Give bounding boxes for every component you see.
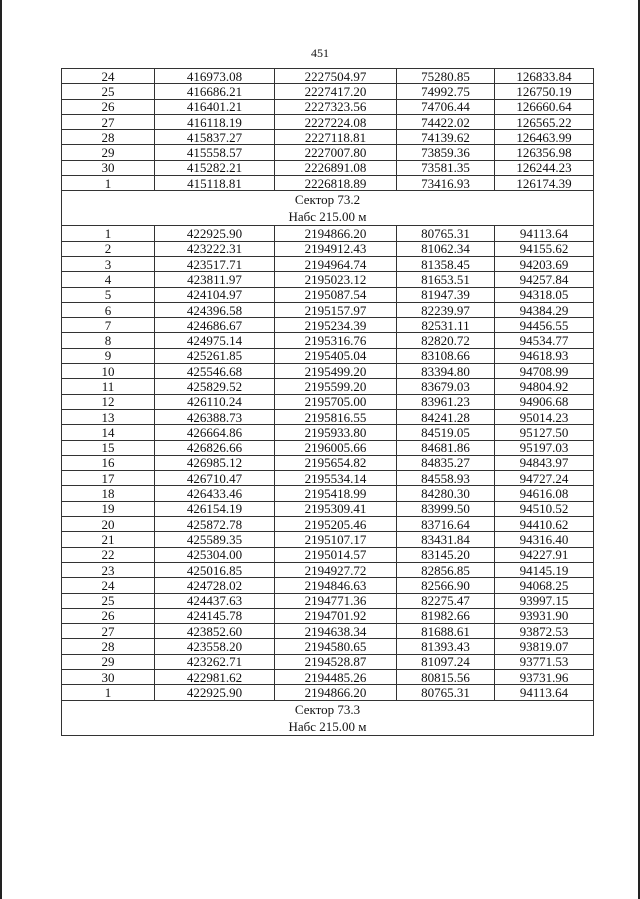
y-local-cell: 94227.91 (495, 547, 594, 562)
x-local-cell: 84558.93 (397, 471, 495, 486)
x-coordinate-cell: 416118.19 (155, 114, 275, 129)
x-coordinate-cell: 415118.81 (155, 176, 275, 191)
y-coordinate-cell: 2195205.46 (275, 517, 397, 532)
y-local-cell: 126356.98 (495, 145, 594, 160)
x-local-cell: 82531.11 (397, 318, 495, 333)
y-local-cell: 94113.64 (495, 226, 594, 241)
x-coordinate-cell: 416973.08 (155, 69, 275, 84)
table-row (62, 669, 594, 684)
x-coordinate-cell: 425261.85 (155, 348, 275, 363)
y-coordinate-cell: 2194771.36 (275, 593, 397, 608)
y-coordinate-cell: 2194866.20 (275, 226, 397, 241)
x-local-cell: 81097.24 (397, 654, 495, 669)
y-local-cell: 94616.08 (495, 486, 594, 501)
x-local-cell: 82820.72 (397, 333, 495, 348)
y-local-cell: 95127.50 (495, 425, 594, 440)
point-number-cell: 2 (62, 241, 155, 256)
x-local-cell: 74139.62 (397, 130, 495, 145)
point-number-cell: 16 (62, 455, 155, 470)
x-coordinate-cell: 426710.47 (155, 471, 275, 486)
x-coordinate-cell: 424437.63 (155, 593, 275, 608)
y-coordinate-cell: 2195418.99 (275, 486, 397, 501)
point-number-cell: 10 (62, 364, 155, 379)
y-coordinate-cell: 2226818.89 (275, 176, 397, 191)
coordinates-table (61, 68, 594, 736)
x-local-cell: 74706.44 (397, 99, 495, 114)
sector-elevation: Набс 215.00 м (62, 208, 594, 226)
x-coordinate-cell: 425304.00 (155, 547, 275, 562)
point-number-cell: 13 (62, 409, 155, 424)
y-coordinate-cell: 2227118.81 (275, 130, 397, 145)
point-number-cell: 6 (62, 302, 155, 317)
x-local-cell: 81982.66 (397, 608, 495, 623)
point-number-cell: 27 (62, 114, 155, 129)
table-row (62, 455, 594, 470)
y-local-cell: 93872.53 (495, 624, 594, 639)
y-coordinate-cell: 2195087.54 (275, 287, 397, 302)
y-coordinate-cell: 2195816.55 (275, 409, 397, 424)
point-number-cell: 25 (62, 593, 155, 608)
table-row (62, 685, 594, 700)
page-number: 451 (311, 46, 329, 60)
x-coordinate-cell: 416686.21 (155, 84, 275, 99)
x-coordinate-cell: 425546.68 (155, 364, 275, 379)
point-number-cell: 18 (62, 486, 155, 501)
y-local-cell: 93997.15 (495, 593, 594, 608)
y-local-cell: 126833.84 (495, 69, 594, 84)
y-local-cell: 94708.99 (495, 364, 594, 379)
table-row (62, 84, 594, 99)
y-coordinate-cell: 2194485.26 (275, 669, 397, 684)
x-coordinate-cell: 425589.35 (155, 532, 275, 547)
x-local-cell: 83999.50 (397, 501, 495, 516)
point-number-cell: 1 (62, 685, 155, 700)
point-number-cell: 29 (62, 654, 155, 669)
point-number-cell: 20 (62, 517, 155, 532)
y-coordinate-cell: 2194846.63 (275, 578, 397, 593)
point-number-cell: 17 (62, 471, 155, 486)
point-number-cell: 14 (62, 425, 155, 440)
x-coordinate-cell: 426433.46 (155, 486, 275, 501)
x-local-cell: 83431.84 (397, 532, 495, 547)
y-local-cell: 94510.52 (495, 501, 594, 516)
x-coordinate-cell: 424975.14 (155, 333, 275, 348)
x-local-cell: 74422.02 (397, 114, 495, 129)
y-coordinate-cell: 2227504.97 (275, 69, 397, 84)
x-coordinate-cell: 426154.19 (155, 501, 275, 516)
y-coordinate-cell: 2227417.20 (275, 84, 397, 99)
y-coordinate-cell: 2196005.66 (275, 440, 397, 455)
y-local-cell: 94203.69 (495, 256, 594, 271)
coordinates-table-body (62, 69, 594, 736)
table-row (62, 562, 594, 577)
y-coordinate-cell: 2195705.00 (275, 394, 397, 409)
point-number-cell: 1 (62, 226, 155, 241)
table-row (62, 547, 594, 562)
y-local-cell: 94318.05 (495, 287, 594, 302)
x-local-cell: 83394.80 (397, 364, 495, 379)
table-row (62, 608, 594, 623)
x-coordinate-cell: 423262.71 (155, 654, 275, 669)
y-coordinate-cell: 2195234.39 (275, 318, 397, 333)
y-coordinate-cell: 2195309.41 (275, 501, 397, 516)
y-local-cell: 126244.23 (495, 160, 594, 175)
y-local-cell: 94316.40 (495, 532, 594, 547)
x-local-cell: 83108.66 (397, 348, 495, 363)
sector-title: Сектор 73.2 (62, 191, 594, 209)
y-coordinate-cell: 2195499.20 (275, 364, 397, 379)
x-coordinate-cell: 423222.31 (155, 241, 275, 256)
y-coordinate-cell: 2195157.97 (275, 302, 397, 317)
sector-header-row (62, 718, 594, 736)
y-coordinate-cell: 2226891.08 (275, 160, 397, 175)
y-coordinate-cell: 2195014.57 (275, 547, 397, 562)
x-coordinate-cell: 425872.78 (155, 517, 275, 532)
x-coordinate-cell: 426664.86 (155, 425, 275, 440)
x-local-cell: 84241.28 (397, 409, 495, 424)
point-number-cell: 22 (62, 547, 155, 562)
x-coordinate-cell: 424396.58 (155, 302, 275, 317)
x-coordinate-cell: 424728.02 (155, 578, 275, 593)
table-row (62, 287, 594, 302)
table-row (62, 364, 594, 379)
table-row (62, 578, 594, 593)
y-local-cell: 95014.23 (495, 409, 594, 424)
y-coordinate-cell: 2195316.76 (275, 333, 397, 348)
y-coordinate-cell: 2194964.74 (275, 256, 397, 271)
sector-header-row (62, 208, 594, 226)
table-row (62, 256, 594, 271)
table-row (62, 440, 594, 455)
y-local-cell: 94410.62 (495, 517, 594, 532)
y-coordinate-cell: 2195933.80 (275, 425, 397, 440)
x-local-cell: 73416.93 (397, 176, 495, 191)
table-row (62, 69, 594, 84)
sector-title: Сектор 73.3 (62, 700, 594, 718)
x-coordinate-cell: 415282.21 (155, 160, 275, 175)
y-coordinate-cell: 2195107.17 (275, 532, 397, 547)
y-local-cell: 126660.64 (495, 99, 594, 114)
y-local-cell: 94384.29 (495, 302, 594, 317)
y-local-cell: 93771.53 (495, 654, 594, 669)
sector-header-row (62, 191, 594, 209)
y-local-cell: 93731.96 (495, 669, 594, 684)
table-row (62, 348, 594, 363)
y-coordinate-cell: 2195023.12 (275, 272, 397, 287)
y-local-cell: 94456.55 (495, 318, 594, 333)
x-local-cell: 81947.39 (397, 287, 495, 302)
x-local-cell: 84519.05 (397, 425, 495, 440)
x-local-cell: 81393.43 (397, 639, 495, 654)
x-coordinate-cell: 423852.60 (155, 624, 275, 639)
sector-elevation: Набс 215.00 м (62, 718, 594, 736)
table-row (62, 333, 594, 348)
x-coordinate-cell: 426985.12 (155, 455, 275, 470)
point-number-cell: 11 (62, 379, 155, 394)
table-row (62, 517, 594, 532)
y-coordinate-cell: 2194528.87 (275, 654, 397, 669)
x-local-cell: 83679.03 (397, 379, 495, 394)
y-local-cell: 94113.64 (495, 685, 594, 700)
point-number-cell: 23 (62, 562, 155, 577)
point-number-cell: 21 (62, 532, 155, 547)
y-local-cell: 93819.07 (495, 639, 594, 654)
x-local-cell: 83716.64 (397, 517, 495, 532)
table-row (62, 486, 594, 501)
y-coordinate-cell: 2227323.56 (275, 99, 397, 114)
table-row (62, 145, 594, 160)
point-number-cell: 3 (62, 256, 155, 271)
x-coordinate-cell: 425829.52 (155, 379, 275, 394)
x-coordinate-cell: 423811.97 (155, 272, 275, 287)
table-row (62, 130, 594, 145)
table-row (62, 593, 594, 608)
x-coordinate-cell: 426110.24 (155, 394, 275, 409)
x-coordinate-cell: 425016.85 (155, 562, 275, 577)
y-local-cell: 94618.93 (495, 348, 594, 363)
y-local-cell: 126463.99 (495, 130, 594, 145)
x-local-cell: 81358.45 (397, 256, 495, 271)
x-coordinate-cell: 416401.21 (155, 99, 275, 114)
point-number-cell: 8 (62, 333, 155, 348)
x-local-cell: 75280.85 (397, 69, 495, 84)
x-local-cell: 82566.90 (397, 578, 495, 593)
x-local-cell: 84681.86 (397, 440, 495, 455)
y-local-cell: 126174.39 (495, 176, 594, 191)
point-number-cell: 7 (62, 318, 155, 333)
table-row (62, 639, 594, 654)
table-row (62, 99, 594, 114)
x-coordinate-cell: 424104.97 (155, 287, 275, 302)
x-local-cell: 80765.31 (397, 685, 495, 700)
x-coordinate-cell: 422925.90 (155, 685, 275, 700)
y-coordinate-cell: 2194912.43 (275, 241, 397, 256)
table-row (62, 318, 594, 333)
table-row (62, 409, 594, 424)
x-coordinate-cell: 423517.71 (155, 256, 275, 271)
y-local-cell: 94804.92 (495, 379, 594, 394)
x-local-cell: 81062.34 (397, 241, 495, 256)
point-number-cell: 12 (62, 394, 155, 409)
y-coordinate-cell: 2195534.14 (275, 471, 397, 486)
point-number-cell: 1 (62, 176, 155, 191)
table-row (62, 471, 594, 486)
x-local-cell: 84835.27 (397, 455, 495, 470)
table-row (62, 272, 594, 287)
point-number-cell: 19 (62, 501, 155, 516)
y-coordinate-cell: 2194701.92 (275, 608, 397, 623)
table-row (62, 379, 594, 394)
table-row (62, 624, 594, 639)
x-local-cell: 81688.61 (397, 624, 495, 639)
x-coordinate-cell: 426826.66 (155, 440, 275, 455)
x-local-cell: 81653.51 (397, 272, 495, 287)
y-local-cell: 94843.97 (495, 455, 594, 470)
y-coordinate-cell: 2195405.04 (275, 348, 397, 363)
x-local-cell: 83145.20 (397, 547, 495, 562)
table-row (62, 226, 594, 241)
y-local-cell: 126750.19 (495, 84, 594, 99)
sector-header-row (62, 700, 594, 718)
y-coordinate-cell: 2194580.65 (275, 639, 397, 654)
table-row (62, 501, 594, 516)
point-number-cell: 29 (62, 145, 155, 160)
x-local-cell: 82275.47 (397, 593, 495, 608)
point-number-cell: 26 (62, 608, 155, 623)
table-row (62, 532, 594, 547)
y-local-cell: 93931.90 (495, 608, 594, 623)
y-local-cell: 94145.19 (495, 562, 594, 577)
x-coordinate-cell: 426388.73 (155, 409, 275, 424)
x-coordinate-cell: 422981.62 (155, 669, 275, 684)
x-local-cell: 83961.23 (397, 394, 495, 409)
table-row (62, 241, 594, 256)
table-row (62, 114, 594, 129)
point-number-cell: 26 (62, 99, 155, 114)
x-coordinate-cell: 424686.67 (155, 318, 275, 333)
y-local-cell: 94534.77 (495, 333, 594, 348)
table-row (62, 394, 594, 409)
point-number-cell: 15 (62, 440, 155, 455)
point-number-cell: 24 (62, 69, 155, 84)
point-number-cell: 4 (62, 272, 155, 287)
point-number-cell: 5 (62, 287, 155, 302)
x-coordinate-cell: 415558.57 (155, 145, 275, 160)
y-coordinate-cell: 2195599.20 (275, 379, 397, 394)
y-coordinate-cell: 2194927.72 (275, 562, 397, 577)
x-coordinate-cell: 422925.90 (155, 226, 275, 241)
point-number-cell: 28 (62, 130, 155, 145)
table-row (62, 302, 594, 317)
point-number-cell: 30 (62, 160, 155, 175)
y-local-cell: 94906.68 (495, 394, 594, 409)
y-local-cell: 95197.03 (495, 440, 594, 455)
table-row (62, 160, 594, 175)
x-local-cell: 73581.35 (397, 160, 495, 175)
table-row (62, 654, 594, 669)
y-local-cell: 94068.25 (495, 578, 594, 593)
y-coordinate-cell: 2227224.08 (275, 114, 397, 129)
x-local-cell: 82856.85 (397, 562, 495, 577)
x-local-cell: 73859.36 (397, 145, 495, 160)
y-local-cell: 94727.24 (495, 471, 594, 486)
y-local-cell: 94155.62 (495, 241, 594, 256)
x-local-cell: 82239.97 (397, 302, 495, 317)
point-number-cell: 30 (62, 669, 155, 684)
point-number-cell: 25 (62, 84, 155, 99)
y-coordinate-cell: 2195654.82 (275, 455, 397, 470)
x-local-cell: 80765.31 (397, 226, 495, 241)
scan-border-left (0, 0, 2, 899)
x-coordinate-cell: 424145.78 (155, 608, 275, 623)
y-coordinate-cell: 2194638.34 (275, 624, 397, 639)
x-coordinate-cell: 423558.20 (155, 639, 275, 654)
y-local-cell: 94257.84 (495, 272, 594, 287)
y-coordinate-cell: 2194866.20 (275, 685, 397, 700)
point-number-cell: 24 (62, 578, 155, 593)
x-local-cell: 74992.75 (397, 84, 495, 99)
y-coordinate-cell: 2227007.80 (275, 145, 397, 160)
table-row (62, 425, 594, 440)
point-number-cell: 9 (62, 348, 155, 363)
y-local-cell: 126565.22 (495, 114, 594, 129)
x-local-cell: 84280.30 (397, 486, 495, 501)
table-row (62, 176, 594, 191)
x-coordinate-cell: 415837.27 (155, 130, 275, 145)
point-number-cell: 27 (62, 624, 155, 639)
point-number-cell: 28 (62, 639, 155, 654)
x-local-cell: 80815.56 (397, 669, 495, 684)
